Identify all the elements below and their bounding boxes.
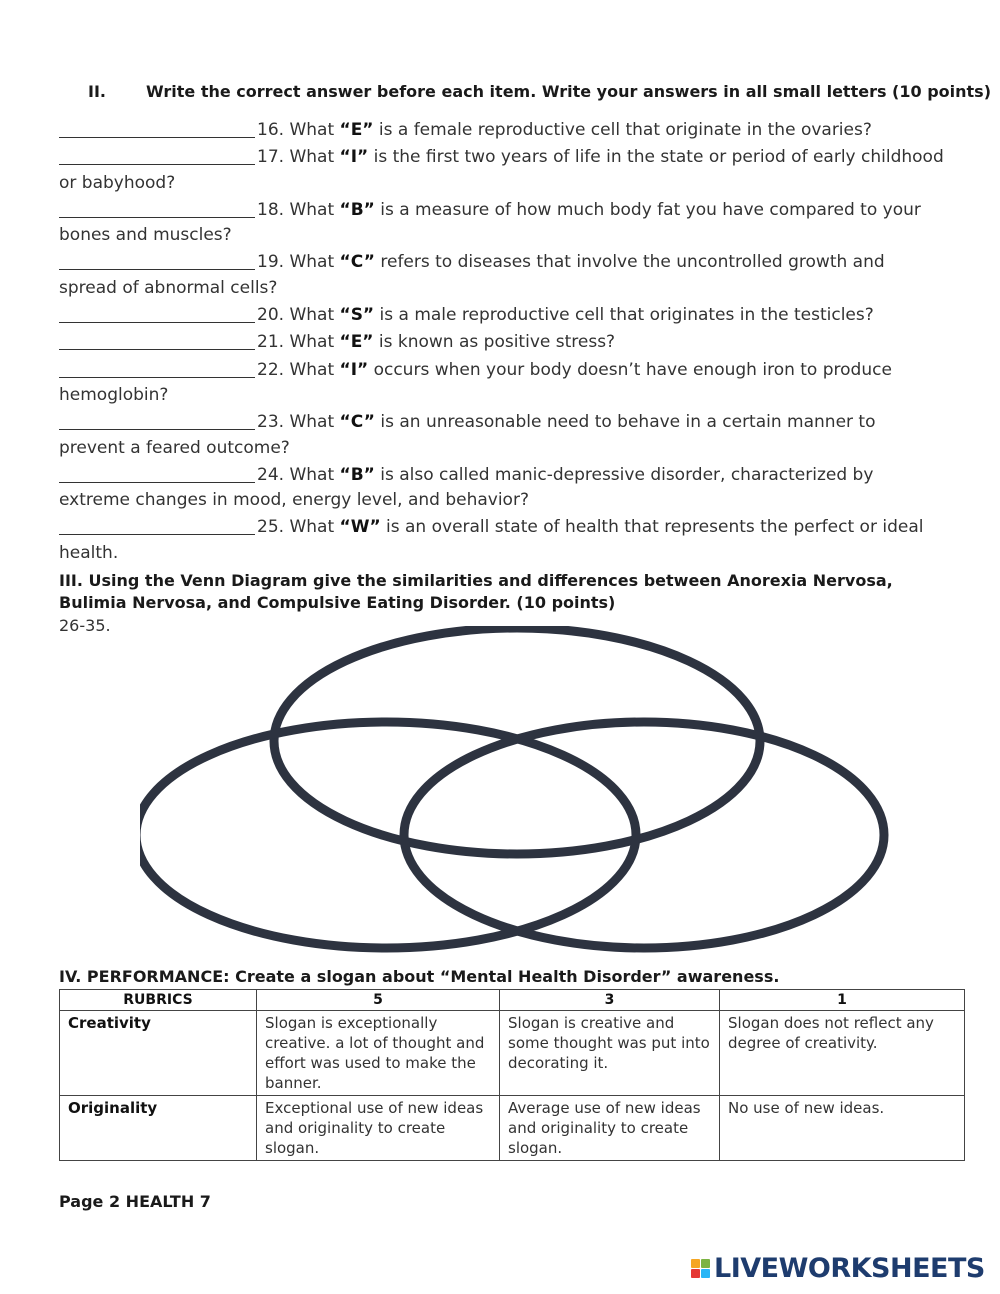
question-prefix: 19. What: [257, 252, 340, 273]
question-list: [59, 116, 944, 566]
answer-blank[interactable]: [59, 251, 255, 270]
section-3-heading: III. Using the Venn Diagram give the similarities and differences between Anorexia Nervosa, Bulimia Nervosa, and Compulsive Eating Disorder. (10 points): [59, 571, 893, 612]
question-item: [59, 116, 944, 143]
brand-square-icon: [701, 1259, 710, 1268]
question-text: refers to diseases that involve the uncontrolled growth and spread of abnormal cells?: [59, 252, 885, 298]
question-key-letter: “B”: [339, 464, 375, 485]
criterion-cell: Originality: [60, 1096, 257, 1161]
venn-diagram: [140, 626, 890, 956]
rubric-row-originality: [60, 1096, 965, 1161]
brand-grid-icon: [691, 1259, 710, 1278]
score-1-cell: Slogan does not reflect any degree of creativity.: [720, 1011, 965, 1096]
question-prefix: 22. What: [257, 359, 340, 380]
question-prefix: 17. What: [257, 147, 340, 168]
score-3-cell: Slogan is creative and some thought was put into decorating it.: [500, 1011, 720, 1096]
question-key-letter: “I”: [339, 359, 369, 380]
section-4-heading: IV. PERFORMANCE: Create a slogan about “Mental Health Disorder” awareness.: [59, 967, 780, 986]
question-item: [59, 513, 944, 566]
header-score-5: 5: [257, 990, 500, 1011]
score-5-cell: Exceptional use of new ideas and originality to create slogan.: [257, 1096, 500, 1161]
question-text: is a female reproductive cell that originate in the ovaries?: [373, 120, 872, 140]
question-text: is known as positive stress?: [373, 332, 616, 353]
item-range: 26-35.: [59, 616, 111, 635]
section-number: II.: [88, 82, 106, 101]
question-item: [59, 248, 944, 301]
question-text: is a male reproductive cell that originates in the testicles?: [374, 305, 874, 326]
question-key-letter: “E”: [339, 332, 374, 353]
answer-blank[interactable]: [59, 146, 255, 165]
question-prefix: 16. What: [257, 120, 340, 140]
question-item: [59, 356, 944, 409]
answer-blank[interactable]: [59, 516, 255, 535]
answer-blank[interactable]: [59, 331, 255, 350]
brand-square-icon: [691, 1269, 700, 1278]
question-key-letter: “W”: [339, 517, 381, 538]
header-score-1: 1: [720, 990, 965, 1011]
brand-square-icon: [691, 1259, 700, 1268]
question-item: [59, 143, 944, 196]
question-item: [59, 328, 944, 355]
question-prefix: 18. What: [257, 199, 340, 220]
score-5-cell: Slogan is exceptionally creative. a lot of thought and effort was used to make the banner.: [257, 1011, 500, 1096]
liveworksheets-logo[interactable]: [691, 1253, 985, 1284]
question-text: is an overall state of health that represents the perfect or ideal health.: [59, 517, 924, 563]
question-prefix: 23. What: [257, 412, 340, 433]
answer-blank[interactable]: [59, 304, 255, 323]
answer-blank[interactable]: [59, 411, 255, 430]
score-1-cell: No use of new ideas.: [720, 1096, 965, 1161]
score-3-cell: Average use of new ideas and originality to create slogan.: [500, 1096, 720, 1161]
answer-blank[interactable]: [59, 359, 255, 378]
question-key-letter: “C”: [339, 412, 375, 433]
question-key-letter: “S”: [339, 305, 375, 326]
question-item: [59, 301, 944, 328]
header-rubrics: RUBRICS: [60, 990, 257, 1011]
question-prefix: 20. What: [257, 305, 340, 326]
question-key-letter: “C”: [339, 252, 375, 273]
question-item: [59, 461, 944, 514]
question-prefix: 25. What: [257, 517, 340, 538]
question-text: occurs when your body doesn’t have enough iron to produce hemoglobin?: [59, 359, 892, 405]
rubric-table: [59, 989, 965, 1161]
section-instruction: Write the correct answer before each item. Write your answers in all small letters (10 points): [146, 82, 992, 101]
brand-square-icon: [701, 1269, 710, 1278]
answer-blank[interactable]: [59, 199, 255, 218]
question-key-letter: “I”: [339, 147, 369, 168]
answer-blank[interactable]: [59, 119, 255, 138]
rubric-row-creativity: [60, 1011, 965, 1096]
question-text: is a measure of how much body fat you have compared to your bones and muscles?: [59, 199, 921, 246]
question-key-letter: “E”: [339, 120, 374, 140]
criterion-cell: Creativity: [60, 1011, 257, 1096]
question-key-letter: “B”: [339, 199, 375, 220]
question-text: is the first two years of life in the state or period of early childhood or babyhood?: [59, 147, 944, 193]
question-text: is also called manic-depressive disorder, characterized by extreme changes in mood, energy level, and behavior?: [59, 464, 874, 511]
page-footer: Page 2 HEALTH 7: [59, 1192, 211, 1211]
rubric-header-row: [60, 990, 965, 1011]
brand-name: LIVEWORKSHEETS: [714, 1253, 985, 1284]
answer-blank[interactable]: [59, 464, 255, 483]
question-prefix: 24. What: [257, 464, 340, 485]
question-item: [59, 196, 944, 249]
question-prefix: 21. What: [257, 332, 340, 353]
section-2-heading: [88, 82, 991, 101]
question-text: is an unreasonable need to behave in a certain manner to prevent a feared outcome?: [59, 412, 876, 458]
header-score-3: 3: [500, 990, 720, 1011]
question-item: [59, 408, 944, 461]
